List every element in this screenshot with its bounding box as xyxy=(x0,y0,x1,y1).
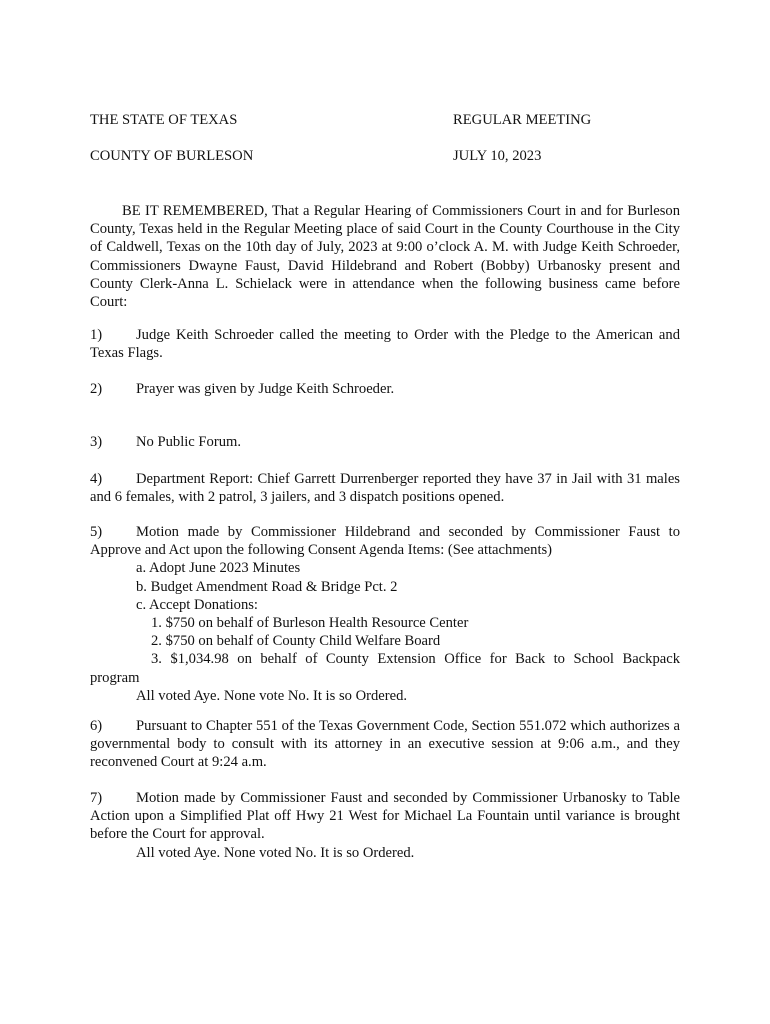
item-number: 1) xyxy=(90,327,103,343)
intro-paragraph: BE IT REMEMBERED, That a Regular Hearing of Commissioners Court in and for Burleson County, Texas held in the Regular Meeting place of said Court in the County Courthouse in the City of Caldwell, Texas on the 10th day of July, 2023 at 9:00 o’clock A. M. with Judge Keith Schroeder, Commissioners Dwayne Faust, David Hildebrand and Robert (Bobby) Urbanosky present and County Clerk-Anna L. Schielack were in attendance when the following business came before Court: xyxy=(90,203,680,311)
agenda-item-1 xyxy=(90,326,680,362)
agenda-item-6 xyxy=(90,717,680,772)
item-number: 4) xyxy=(90,471,103,487)
item-number: 7) xyxy=(90,790,103,806)
item-text: Motion made by Commissioner Faust and seconded by Commissioner Urbanosky to Table Action upon a Simplified Plat off Hwy 21 West for Michael La Fountain until variance is brought before the Court for approval. xyxy=(90,790,680,843)
item-number: 5) xyxy=(90,524,103,540)
consent-item-c: c. Accept Donations: xyxy=(136,596,258,613)
item-text: Department Report: Chief Garrett Durrenberger reported they have 37 in Jail with 31 males and 6 females, with 2 patrol, 3 jailers, and 3 dispatch positions opened. xyxy=(90,471,680,506)
header-meeting-type: REGULAR MEETING xyxy=(453,112,592,128)
item-5-vote: All voted Aye. None vote No. It is so Ordered. xyxy=(136,687,408,704)
donation-3: 3. $1,034.98 on behalf of County Extension Office for Back to School Backpack xyxy=(151,651,680,668)
header-date: JULY 10, 2023 xyxy=(453,148,542,164)
item-text: Judge Keith Schroeder called the meeting to Order with the Pledge to the American and Texas Flags. xyxy=(90,327,680,362)
item-text: No Public Forum. xyxy=(136,434,241,450)
agenda-item-7 xyxy=(90,789,680,862)
donation-1: 1. $750 on behalf of Burleson Health Resource Center xyxy=(151,615,469,632)
item-text: Pursuant to Chapter 551 of the Texas Government Code, Section 551.072 which authorizes a governmental body to consult with its attorney in an executive session at 9:06 a.m., and they reconvened Court at 9:24 a.m. xyxy=(90,718,680,771)
agenda-item-4 xyxy=(90,470,680,506)
donation-2: 2. $750 on behalf of County Child Welfare Board xyxy=(151,633,441,650)
agenda-item-2 xyxy=(90,380,680,398)
header-state: THE STATE OF TEXAS xyxy=(90,112,238,128)
agenda-item-3 xyxy=(90,433,680,451)
consent-item-b: b. Budget Amendment Road & Bridge Pct. 2 xyxy=(136,578,398,595)
item-number: 6) xyxy=(90,718,103,734)
item-number: 3) xyxy=(90,434,103,450)
item-text: Prayer was given by Judge Keith Schroeder. xyxy=(136,381,395,397)
header-county: COUNTY OF BURLESON xyxy=(90,148,254,164)
item-number: 2) xyxy=(90,381,103,397)
item-text: Motion made by Commissioner Hildebrand and seconded by Commissioner Faust to Approve and Act upon the following Consent Agenda Items: (See attachments) xyxy=(90,524,680,559)
donation-3-continuation: program xyxy=(90,669,140,686)
item-7-vote: All voted Aye. None voted No. It is so Ordered. xyxy=(136,844,415,861)
agenda-item-5 xyxy=(90,523,680,705)
consent-item-a: a. Adopt June 2023 Minutes xyxy=(136,560,301,577)
